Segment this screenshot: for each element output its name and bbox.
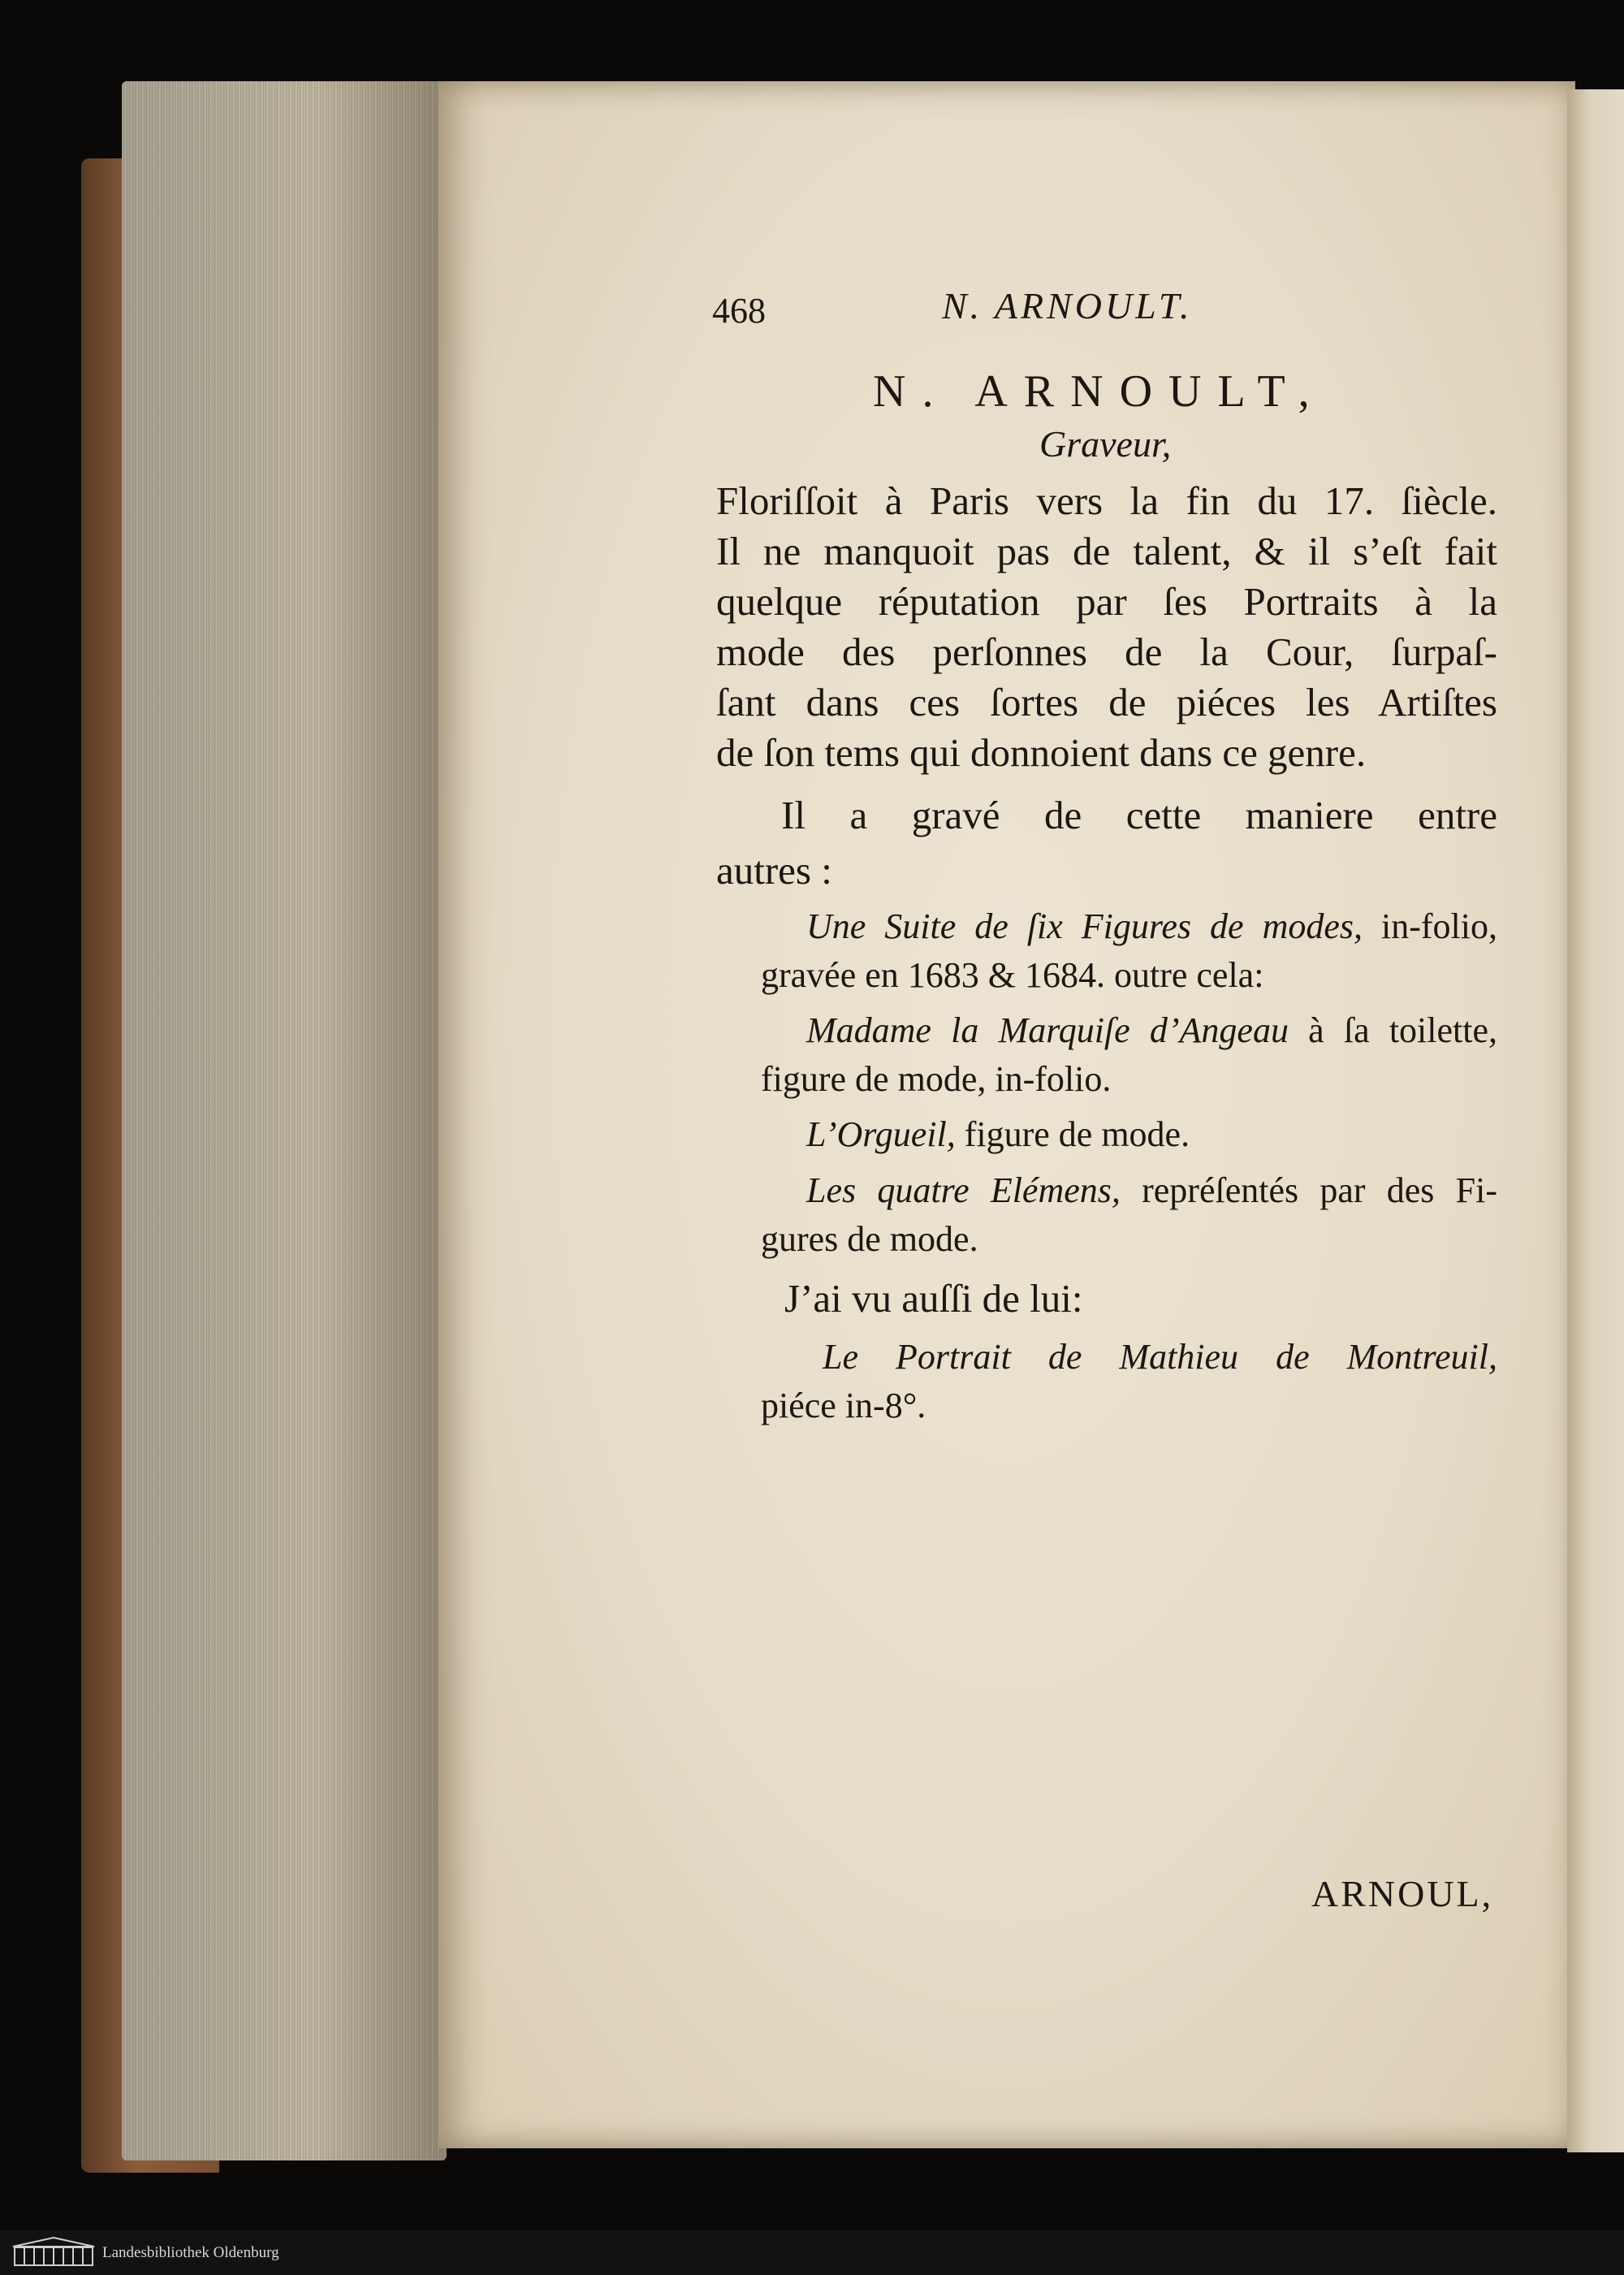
work-continuation: gures de mode. [761,1219,978,1259]
catchword: ARNOUL, [1311,1873,1494,1914]
facing-page-edge [1567,89,1624,2152]
work-title: Une Suite de ſix Figures de modes, [806,906,1363,946]
library-name: Landesbibliothek Oldenburg [102,2244,279,2261]
work-entry [806,1010,1497,1051]
work-entry [806,1114,1190,1155]
work-detail: figure de mode. [955,1114,1190,1154]
library-building-icon [10,2235,97,2268]
work-entry [806,1170,1497,1211]
portrait-entry [823,1336,1497,1378]
work-title: Les quatre Elémens, [806,1170,1121,1210]
work-detail: repréſentés par des Fi- [1120,1170,1497,1210]
paragraph-line: quelque réputation par ſes Portraits à la [716,579,1497,624]
paragraph-line: Floriſſoit à Paris vers la fin du 17. ſiècle. [716,478,1497,523]
work-continuation: piéce in-8°. [761,1386,926,1425]
work-continuation: gravée en 1683 & 1684. outre cela: [761,955,1264,995]
work-detail: à ſa toilette, [1288,1010,1497,1050]
entry-role: Graveur, [1039,423,1172,465]
paragraph-line: mode des perſonnes de la Cour, ſurpaſ- [716,629,1497,674]
paragraph-line: autres : [716,848,832,893]
work-title: L’Orgueil, [806,1114,956,1154]
page-edges [122,81,447,2160]
running-head: N. ARNOULT. [942,285,1193,327]
work-detail: in-folio, [1363,906,1497,946]
work-title: Madame la Marquiſe d’Angeau [806,1010,1289,1050]
paragraph-line: J’ai vu auſſi de lui: [784,1276,1083,1321]
paragraph-line: ſant dans ces ſortes de piéces les Artiſtes [716,680,1497,724]
paragraph-line: de ſon tems qui donnoient dans ce genre. [716,730,1367,775]
work-continuation: figure de mode, in-folio. [761,1059,1112,1099]
work-entry [806,906,1497,947]
entry-title: N. ARNOULT, [873,366,1326,417]
paragraph-line: Il a gravé de cette maniere entre [781,793,1497,837]
work-title: Le Portrait de Mathieu de Montreuil, [823,1337,1497,1377]
paragraph-line: Il ne manquoit pas de talent, & il s’eſt fait [716,529,1497,573]
page-number: 468 [712,291,766,331]
